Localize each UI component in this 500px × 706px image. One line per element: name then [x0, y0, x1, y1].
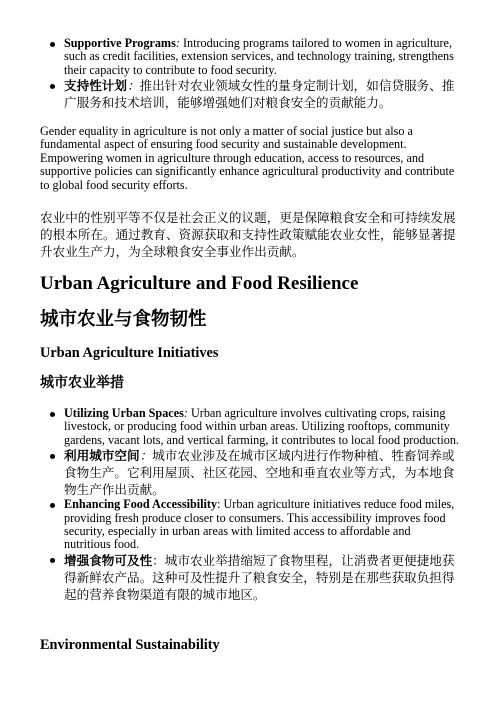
bullet-icon	[50, 503, 55, 508]
item-text: 城市农业涉及在城市区域内进行作物种植、牲畜饲养或食物生产。它利用屋顶、社区花园、空地和垂直农业等方式，为本地食物生产作出贡献。	[64, 448, 455, 498]
bullet-icon	[50, 412, 55, 417]
item-term: 支持性计划	[64, 78, 127, 94]
subsection-title-en: Urban Agriculture Initiatives	[40, 345, 219, 361]
list-item	[0, 77, 500, 111]
list-item	[0, 552, 500, 603]
bullet-icon	[50, 42, 55, 47]
list-item	[0, 407, 500, 447]
bullet-icon	[50, 84, 55, 89]
next-section-heading: Environmental Sustainability	[40, 637, 220, 653]
item-separator: :	[183, 406, 191, 420]
item-term: Supportive Programs	[64, 36, 176, 50]
section-title-en: Urban Agriculture and Food Resilience	[40, 273, 359, 294]
subsection-title-zh: 城市农业举措	[40, 375, 124, 391]
item-text: Urban agriculture involves cultivating crops, raising livestock, or producing food within urban areas. Utilizing rooftops, community gardens, vacant lots, and vertical farming, it contributes to local food production.	[64, 406, 459, 447]
item-separator: ：	[126, 78, 140, 94]
section-title-zh: 城市农业与食物韧性	[40, 309, 207, 330]
item-separator: ：	[152, 552, 165, 568]
list-item	[0, 447, 500, 498]
list-item	[0, 498, 500, 552]
item-separator: ：	[139, 448, 153, 464]
item-separator: :	[217, 497, 224, 512]
bullet-icon	[50, 454, 55, 459]
gender-paragraph-zh: 农业中的性别平等不仅是社会正义的议题，更是保障粮食安全和可持续发展的根本所在。通过教育、资源获取和支持性政策赋能农业女性，能够显著提升农业生产力，为全球粮食安全事业作出贡献。	[40, 210, 456, 259]
item-text: 城市农业举措缩短了食物里程，让消费者更便捷地获得新鲜农产品。这种可及性提升了粮食安全，特别是在那些获取负担得起的营养食物渠道有限的城市地区。	[64, 552, 455, 602]
initiatives-bullet-list	[0, 407, 500, 603]
bullet-icon	[50, 558, 55, 563]
item-term: Enhancing Food Accessibility	[64, 497, 218, 512]
item-term: 增强食物可及性	[64, 552, 153, 568]
support-bullet-list	[0, 37, 500, 111]
list-item	[0, 37, 500, 77]
item-term: 利用城市空间	[64, 448, 140, 464]
item-text: 推出针对农业领域女性的量身定制计划，如信贷服务、推广服务和技术培训，能够增强她们对粮食安全的贡献能力。	[64, 78, 455, 111]
item-separator: :	[175, 36, 183, 50]
item-text: Urban agriculture initiatives reduce food miles, providing fresh produce closer to consumers. This accessibility improves food security, especially in urban areas with limited access to affordable and nutritious food.	[64, 497, 455, 552]
item-text: Introducing programs tailored to women in agriculture, such as credit facilities, extension services, and technology training, strengthens their capacity to contribute to food security.	[64, 36, 454, 77]
gender-paragraph-en: Gender equality in agriculture is not only a matter of social justice but also a fundamental aspect of ensuring food security and sustainable development. Empowering women in agriculture through education, access to resources, and supportive policies can significantly enhance agricultural productivity and contribute to global food security efforts.	[40, 124, 455, 192]
item-term: Utilizing Urban Spaces	[64, 406, 184, 420]
